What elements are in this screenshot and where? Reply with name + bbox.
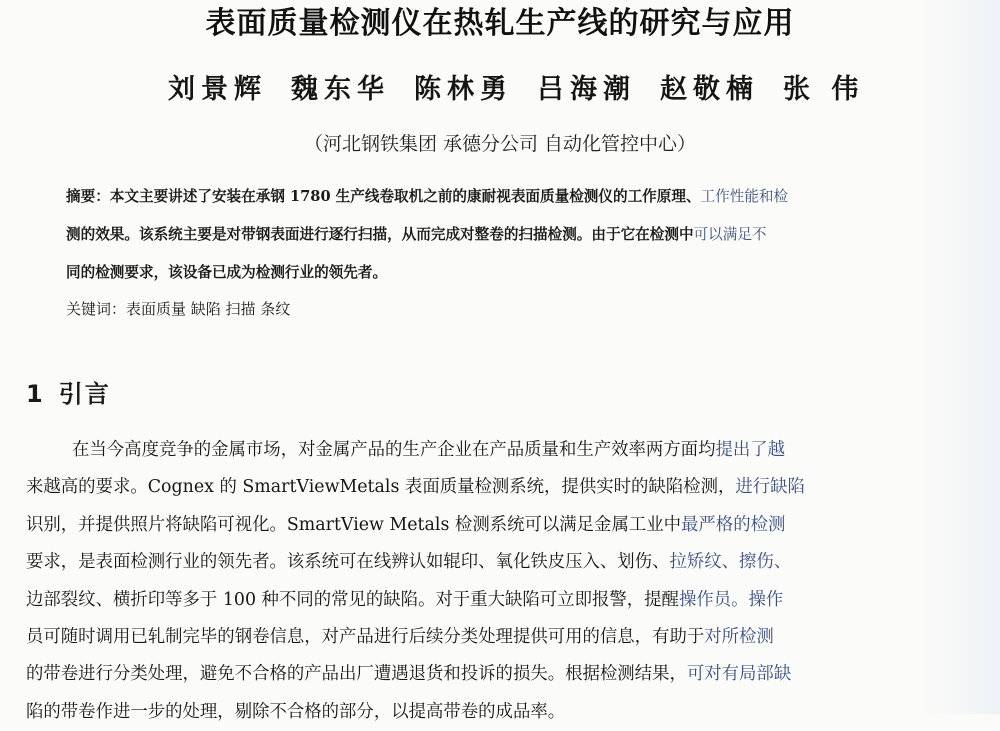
body-line <box>26 582 982 619</box>
paper-title: 表面质量检测仪在热轧生产线的研究与应用 <box>205 6 795 41</box>
author-name: 陈林勇 <box>414 74 513 105</box>
section-title: 引言 <box>58 380 111 408</box>
abstract-text: 工作性能和检 <box>700 188 789 205</box>
author-name: 刘景辉 <box>168 74 267 105</box>
author-list <box>168 70 864 110</box>
body-text: 对所检测 <box>704 626 774 647</box>
body-paragraph <box>26 432 982 731</box>
author-name: 张 伟 <box>783 74 865 105</box>
abstract-line <box>66 178 978 216</box>
author-name: 魏东华 <box>291 74 390 105</box>
body-text: 的带卷进行分类处理，避免不合格的产品出厂遭遇退货和投诉的损失。根据检测结果， <box>26 664 687 685</box>
abstract-line <box>66 254 978 292</box>
body-text: 在当今高度竞争的金属市场，对金属产品的生产企业在产品质量和生产效率两方面均 <box>72 440 716 460</box>
body-line <box>26 544 982 581</box>
body-text: 来越高的要求。Cognex 的 SmartViewMetals 表面质量检测系统，提供实时的缺陷检测， <box>26 477 736 498</box>
body-line <box>26 694 982 731</box>
body-line <box>26 432 982 469</box>
body-text: 提出了越 <box>715 440 786 460</box>
abstract-text: 同的检测要求，该设备已成为检测行业的领先者。 <box>66 264 388 281</box>
body-text: 拉矫纹、擦伤、 <box>669 552 792 573</box>
author-name: 赵敬楠 <box>660 74 759 105</box>
body-line <box>26 469 982 506</box>
body-text: 操作员。操作 <box>678 589 784 610</box>
abstract-text: 测的效果。该系统主要是对带钢表面进行逐行扫描，从而完成对整卷的扫描检测。由于它在检测中 <box>66 226 694 243</box>
body-line <box>26 619 982 656</box>
body-line <box>26 507 982 544</box>
body-text: 员可随时调用已轧制完毕的钢卷信息，对产品进行后续分类处理提供可用的信息，有助于 <box>26 626 705 647</box>
body-text: 可对有局部缺 <box>686 664 792 685</box>
body-text: 陷的带卷作进一步的处理，剔除不合格的部分，以提高带卷的成品率。 <box>26 701 566 722</box>
affiliation: （河北钢铁集团 承德分公司 自动化管控中心） <box>303 133 697 155</box>
body-text: 最严格的检测 <box>681 514 786 535</box>
body-text: 进行缺陷 <box>735 477 805 498</box>
abstract-text: 可以满足不 <box>693 226 767 243</box>
body-text: 识别，并提供照片将缺陷可视化。SmartView Metals 检测系统可以满足金属工业中 <box>26 514 682 535</box>
section-heading <box>26 374 111 414</box>
body-text: 边部裂纹、横折印等多于 100 种不同的常见的缺陷。对于重大缺陷可立即报警，提醒 <box>26 589 679 610</box>
body-line <box>26 656 982 693</box>
keywords: 关键词：表面质量 缺陷 扫描 条纹 <box>66 300 291 318</box>
abstract-text: 摘要：本文主要讲述了安装在承钢 1780 生产线卷取机之前的康耐视表面质量检测仪的工作原理、 <box>66 188 701 205</box>
section-number: 1 <box>26 380 45 408</box>
abstract <box>66 178 978 292</box>
body-text: 要求，是表面检测行业的领先者。该系统可在线辨认如辊印、氧化铁皮压入、划伤、 <box>26 552 670 573</box>
abstract-line <box>66 216 978 254</box>
author-name: 吕海潮 <box>537 74 636 105</box>
